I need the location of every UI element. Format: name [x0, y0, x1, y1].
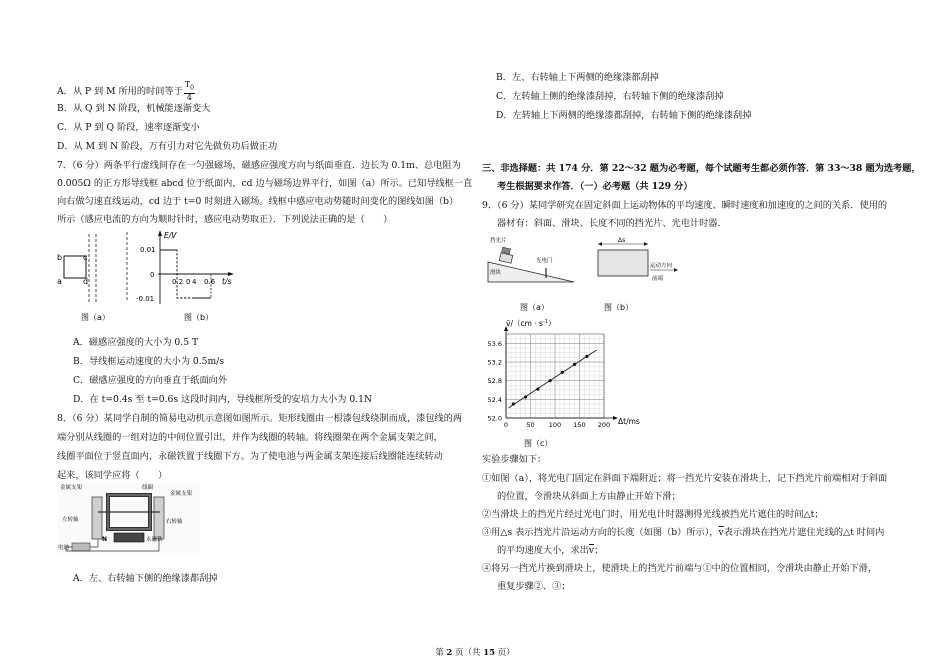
field-boundary-right: [90, 232, 120, 307]
q7-stem-line2: 0.005Ω 的正方形导线框 abcd 位于纸面内，cd 边与磁场边界平行，如图（a）所示。已知导线框一直: [57, 178, 473, 189]
section-header-line2: 考生根据要求作答．（一）必考题（共 129 分）: [497, 181, 693, 192]
q7-stem-line4: 所示（感应电流的方向为顺时针时，感应电动势取正）．下列说法正确的是（ ）: [57, 214, 393, 225]
q9-stem-line1: 9．（6 分）某同学研究在固定斜面上运动物体的平均速度、瞬时速度和加速度的之间的关系．使用的: [482, 200, 888, 211]
step-4-line2: 重复步骤②、③；: [497, 581, 571, 592]
caption-q9-b: 图（b）: [604, 303, 634, 312]
tick-0-part: 0: [186, 278, 191, 286]
q8-stem-line1: 8．（6 分）某同学自制的简易电动机示意图如图所示。矩形线圈由一根漆包线绕制而成，漆包线的两: [57, 413, 463, 424]
q7-option-c: C．磁感应强度的方向垂直于纸面向外: [73, 375, 228, 386]
x-tick-label: 100: [548, 421, 562, 429]
data-point: [549, 379, 552, 382]
q9-figure-c-chart: [478, 316, 648, 452]
q7-option-d: D．在 t=0.4s 至 t=0.6s 这段时间内，导线框所受的安培力大小为 0.1N: [73, 394, 372, 405]
y-tick-label: 53.6: [487, 339, 502, 348]
chart-x-label: Δt/ms: [618, 417, 640, 426]
battery: [72, 543, 90, 551]
label-coil: 线圈: [142, 485, 154, 491]
label-c: c: [83, 253, 88, 262]
permanent-magnet: [114, 533, 144, 542]
section-header-line1: 三、非选择题：共 174 分．第 22～32 题为必考题，每个试题考生都必须作答．第 33～38 题为选考题，: [482, 163, 921, 174]
e-axis-arrow: [158, 230, 162, 236]
q7-option-a: A．磁感应强度的大小为 0.5 T: [73, 337, 199, 348]
label-direction: 运动方向: [650, 263, 673, 269]
step-4-line1: ④将另一挡光片换到滑块上，使滑块上的挡光片前端与①中的位置相同，令滑块由静止开始下滑，: [482, 563, 878, 574]
q9-figure-a: [486, 234, 578, 314]
x-tick-label: 50: [526, 421, 535, 429]
tick-0.2: 0.2: [172, 278, 184, 286]
t-axis-label: t/s: [222, 277, 232, 286]
tick-0: 0: [150, 271, 155, 279]
v-bar-symbol: $\overline{v}$: [718, 527, 724, 538]
e-axis-label: E/V: [164, 231, 177, 240]
caption-fig-b: 图（b）: [184, 313, 214, 322]
label-battery: 电池: [58, 545, 70, 551]
data-point: [585, 355, 588, 358]
tick-minus-0.01: -0.01: [136, 295, 155, 303]
right-metal-support: [154, 497, 164, 539]
label-right-support: 金属支架: [170, 491, 193, 497]
y-tick-label: 52.4: [487, 395, 502, 404]
label-front: 前端: [652, 276, 664, 282]
label-shutter: 挡光片: [490, 238, 507, 244]
label-right-axis: 右转轴: [166, 519, 183, 525]
y-tick-label: 52.0: [487, 414, 502, 423]
q7-stem-line1: 7．（6 分）两条平行虚线间存在一匀强磁场，磁感应强度方向与纸面垂直．边长为 0.1m、总电阻为: [57, 160, 461, 171]
q8-stem-line3: 线圈平面位于竖直面内，永磁铁置于线圈下方。为了使电池与两金属支架连接后线圈能连续转动: [57, 451, 443, 462]
label-d: d: [83, 277, 89, 286]
x-tick-label: 0: [503, 421, 509, 429]
label-magnet: 永磁铁: [146, 537, 163, 543]
q6-option-a: A．从 P 到 M 所用的时间等于 $\frac{T_0}{4}$: [57, 80, 194, 102]
caption-q9-a: 图（a）: [520, 303, 549, 312]
tick-0.6: 0.6: [204, 278, 216, 286]
label-left-support: 金属支架: [60, 485, 83, 491]
data-point: [573, 363, 576, 366]
label-block: 滑块: [490, 270, 502, 276]
v-bar-symbol-2: $\overline{v}$: [588, 545, 595, 556]
label-delta-s: Δs: [618, 237, 626, 244]
step-3-line2: 的平均速度大小，求出$\overline{v}$；: [497, 545, 604, 556]
caption-q9-c: 图（c）: [524, 439, 553, 448]
caption-fig-a: 图（a）: [81, 313, 110, 322]
step-1-line1: ①如图（a），将光电门固定在斜面下端附近；将一挡光片安装在滑块上，记下挡光片前端相对于斜面: [482, 473, 888, 484]
x-tick-label: 200: [597, 421, 611, 429]
slider-block: [499, 253, 512, 263]
q8-option-d: D．左转轴上下两侧的绝缘漆都刮掉，右转轴下侧的绝缘漆刮掉: [496, 110, 752, 121]
q7-option-b: B．导线框运动速度的大小为 0.5m/s: [73, 356, 225, 367]
step-3-line1: ③用△s 表示挡光片沿运动方向的长度（如图（b）所示），$\overline{v}$表示滑块在挡光片遮住光线的△t 时间内: [482, 527, 885, 538]
y-tick-label: 53.2: [487, 358, 502, 367]
x-tick-label: 150: [573, 421, 586, 429]
label-a: a: [57, 277, 62, 286]
q9-figure-b: [592, 234, 682, 314]
q7-stem-line3: 向右做匀速直线运动，cd 边于 t=0 时刻进入磁场。线框中感应电动势随时间变化的图线如图（b）: [57, 196, 459, 207]
page-number: 2: [446, 648, 453, 658]
page-total: 15: [483, 648, 496, 658]
label-b: b: [57, 253, 63, 262]
q6-option-d: D．从 M 到 N 阶段，万有引力对它先做负功后做正功: [57, 141, 278, 152]
t-axis-arrow: [228, 272, 234, 276]
shutter-plate-shape: [598, 250, 648, 276]
page-footer: 第 2 页（共 15 页）: [435, 648, 515, 658]
data-point: [536, 387, 539, 390]
label-n: N: [102, 536, 108, 543]
data-point: [561, 371, 564, 374]
y-tick-label: 52.8: [487, 377, 502, 386]
step-1-line2: 的位置，令滑块从斜面上方由静止开始下滑；: [497, 491, 681, 502]
q7-figure-b: [118, 226, 248, 332]
steps-title: 实验步骤如下：: [482, 454, 547, 465]
fraction-t0-over-4: $\frac{T_0}{4}$: [184, 80, 194, 102]
label-left-axis: 左转轴: [62, 517, 79, 523]
data-point: [524, 395, 527, 398]
q6-option-c: C．从 P 到 Q 阶段，速率逐渐变小: [57, 122, 200, 133]
q8-option-c: C．左转轴上侧的绝缘漆刮掉，右转轴下侧的绝缘漆刮掉: [496, 91, 724, 102]
data-point: [512, 402, 515, 405]
q8-option-a: A．左、右转轴下侧的绝缘漆都刮掉: [73, 573, 218, 584]
label-gate: 光电门: [536, 258, 553, 264]
tick-0.01: 0.01: [140, 246, 156, 254]
q8-stem-line2: 端分别从线圈的一组对边的中间位置引出，并作为线圈的转轴。将线圈架在两个金属支架之间，: [57, 432, 443, 443]
q8-stem-line4: 起来，该同学应将（ ）: [57, 470, 168, 481]
tick-4-part: 4: [192, 278, 197, 286]
q6-option-b: B．从 Q 到 N 阶段，机械能逐渐变大: [57, 103, 211, 114]
q8-option-b: B．左、右转轴上下两侧的绝缘漆都刮掉: [496, 72, 659, 83]
q9-stem-line2: 器材有：斜面、滑块、长度不同的挡光片、光电计时器．: [497, 218, 727, 229]
step-2: ②当滑块上的挡光片经过光电门时，用光电计时器测得光线被挡光片遮住的时间△t；: [482, 509, 824, 520]
chart-y-label: v̄/（cm · $s^{-1}$）: [506, 319, 556, 328]
q8-motor-figure: [58, 483, 200, 555]
left-metal-support: [92, 497, 102, 539]
